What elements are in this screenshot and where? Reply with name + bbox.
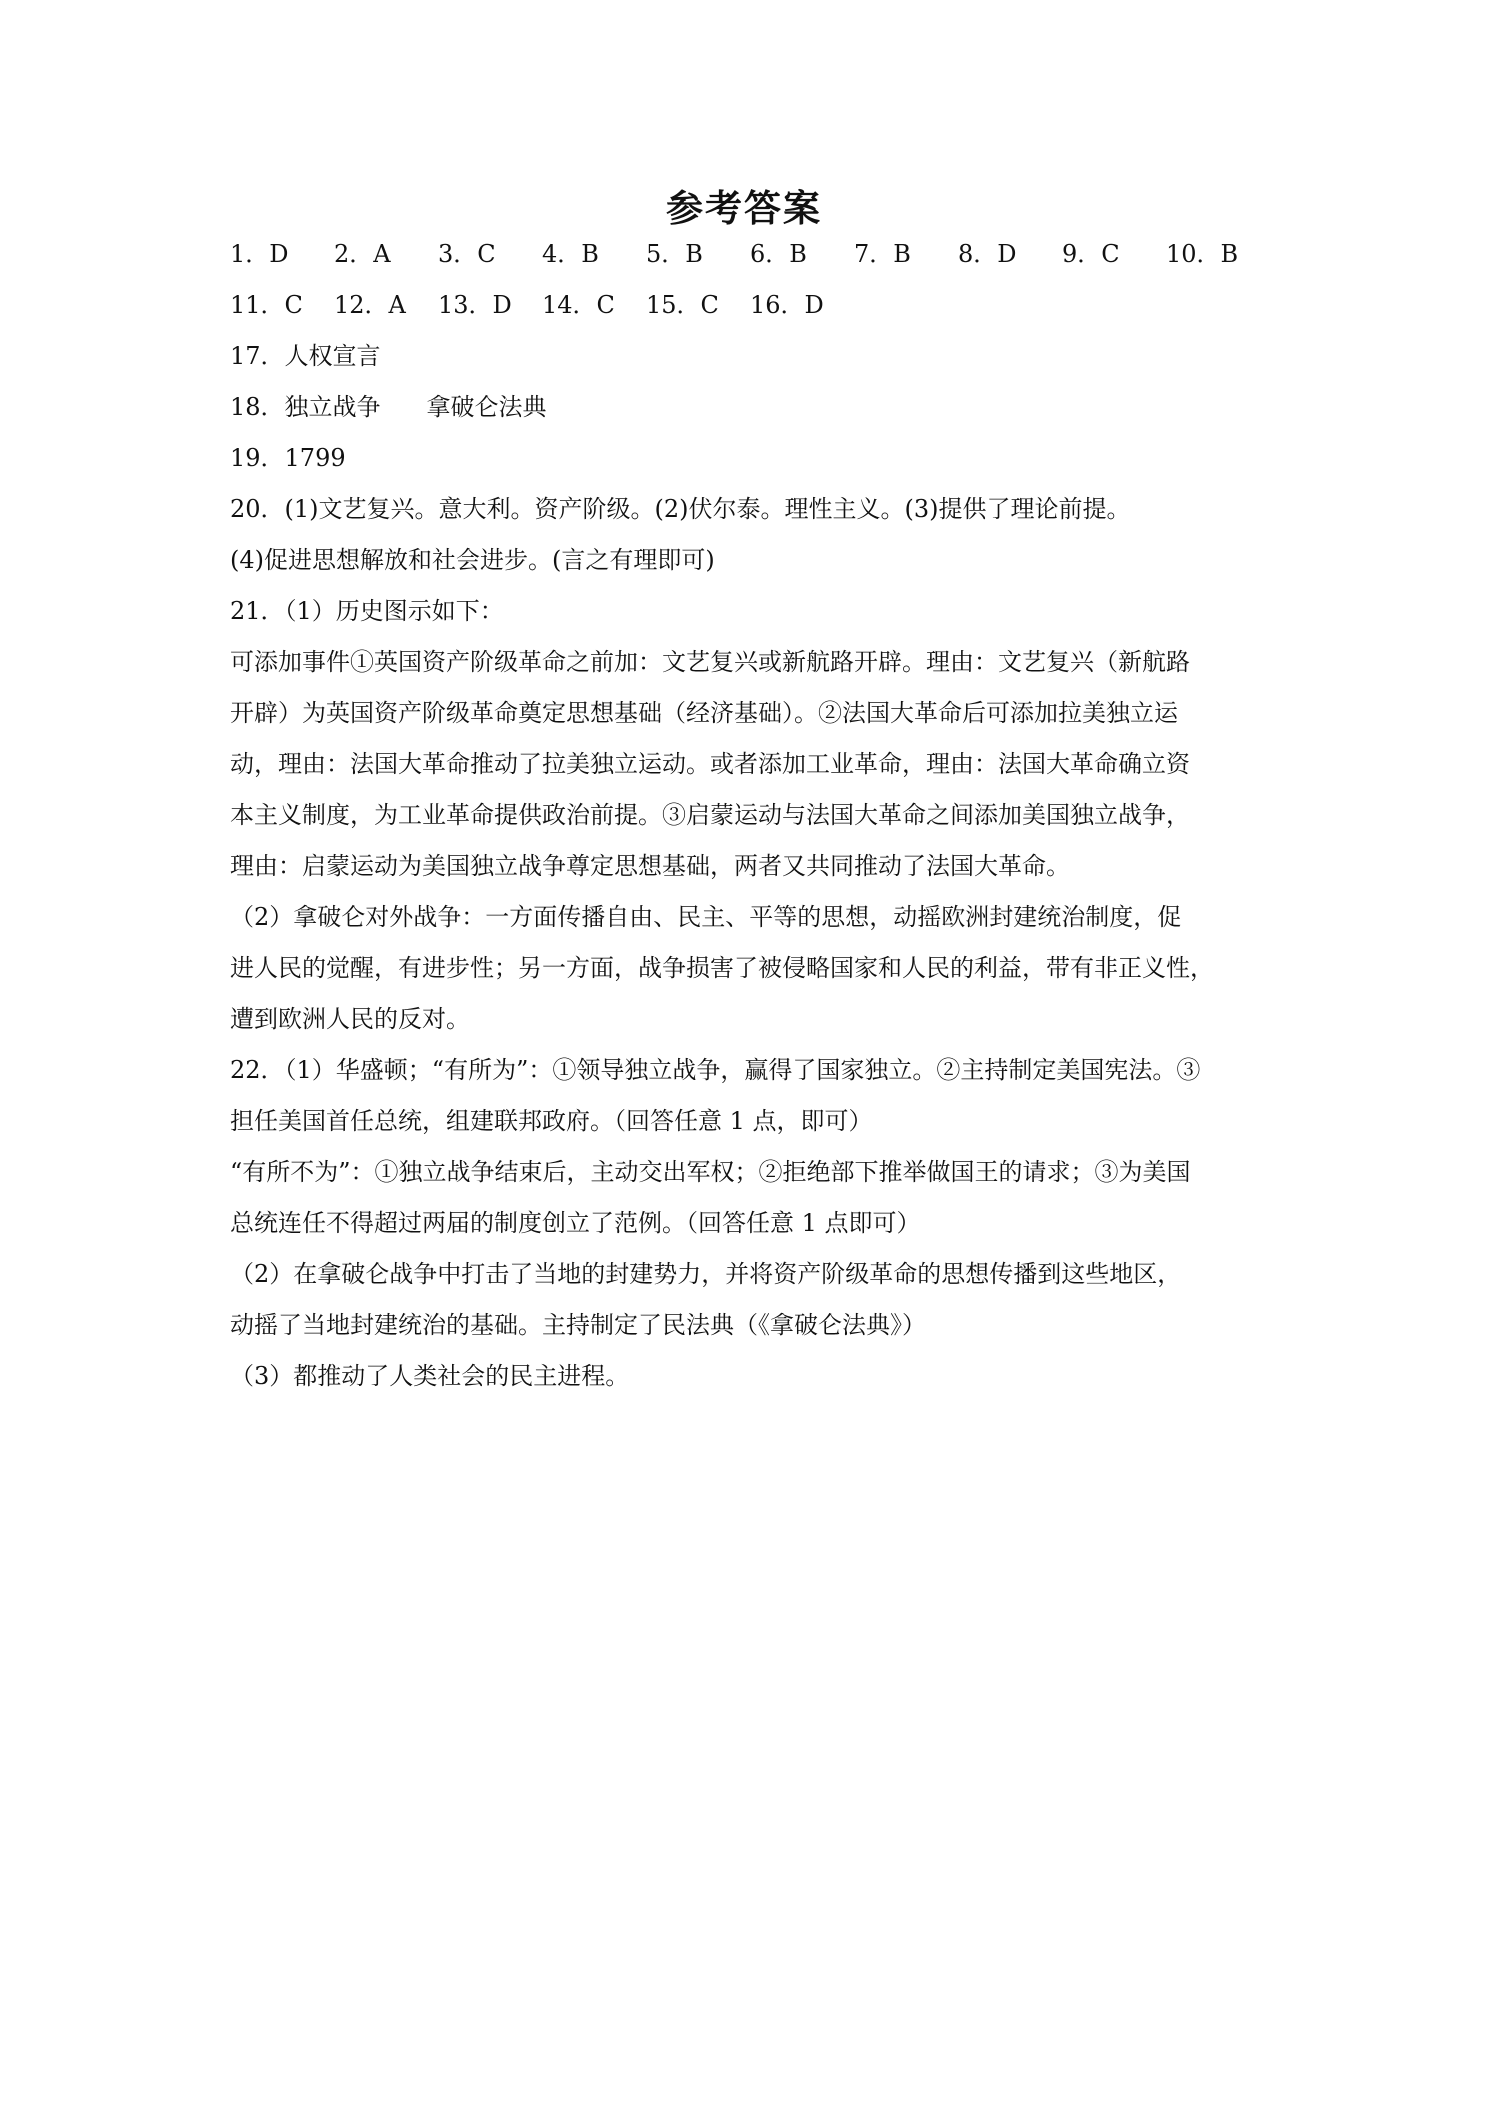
- mc-answer: 10．B: [1166, 240, 1239, 268]
- mc-answer: 3．C: [438, 240, 496, 268]
- text-line: （2）在拿破仑战争中打击了当地的封建势力，并将资产阶级革命的思想传播到这些地区，: [230, 1260, 1182, 1288]
- answer-19: 19．1799: [230, 444, 346, 472]
- mc-answer: 7．B: [854, 240, 911, 268]
- answer-21-part-1: [230, 637, 1270, 892]
- text-line: 担任美国首任总统，组建联邦政府。（回答任意 1 点，即可）: [230, 1107, 873, 1135]
- mc-answer: 2．A: [334, 240, 391, 268]
- mc-answer: 15．C: [646, 291, 719, 319]
- mc-answers-row-1: [230, 229, 1270, 280]
- mc-answers-row-2: [230, 280, 1270, 331]
- mc-answer: 14．C: [542, 291, 615, 319]
- text-line: 可添加事件①英国资产阶级革命之前加：文艺复兴或新航路开辟。理由：文艺复兴（新航路: [230, 648, 1190, 676]
- mc-answer: 1．D: [230, 240, 289, 268]
- answer-17: 17．人权宣言: [230, 342, 381, 370]
- answer-20-line-2: (4)促进思想解放和社会进步。(言之有理即可): [230, 546, 715, 574]
- text-line: 动摇了当地封建统治的基础。主持制定了民法典（《拿破仑法典》）: [230, 1311, 926, 1339]
- mc-answer: 5．B: [646, 240, 703, 268]
- page-title: 参考答案: [666, 187, 822, 230]
- answer-18-part-2: 拿破仑法典: [426, 393, 547, 421]
- mc-answer: 12．A: [334, 291, 406, 319]
- text-line: 开辟）为英国资产阶级革命奠定思想基础（经济基础）。②法国大革命后可添加拉美独立运: [230, 699, 1178, 727]
- text-line: 22．（1）华盛顿；“有所为”：①领导独立战争，赢得了国家独立。②主持制定美国宪法。③: [230, 1056, 1201, 1084]
- answer-22-part-1: [230, 1045, 1270, 1147]
- text-line: “有所不为”：①独立战争结束后，主动交出军权；②拒绝部下推举做国王的请求；③为美国: [230, 1158, 1191, 1186]
- text-line: （2）拿破仑对外战争：一方面传播自由、民主、平等的思想，动摇欧洲封建统治制度，促: [230, 903, 1182, 931]
- mc-answer: 9．C: [1062, 240, 1120, 268]
- text-line: 本主义制度，为工业革命提供政治前提。③启蒙运动与法国大革命之间添加美国独立战争，: [230, 801, 1190, 829]
- mc-answer: 4．B: [542, 240, 599, 268]
- text-line: 动，理由：法国大革命推动了拉美独立运动。或者添加工业革命，理由：法国大革命确立资: [230, 750, 1190, 778]
- answer-21-part-2: [230, 892, 1270, 1045]
- answer-body: [230, 229, 1270, 1402]
- answer-20-line-1: 20．(1)文艺复兴。意大利。资产阶级。(2)伏尔泰。理性主义。(3)提供了理论前提。: [230, 495, 1131, 523]
- text-line: 总统连任不得超过两届的制度创立了范例。（回答任意 1 点即可）: [230, 1209, 921, 1237]
- answer-21-heading: 21．（1）历史图示如下：: [230, 597, 504, 625]
- answer-18: [230, 382, 1270, 433]
- mc-answer: 6．B: [750, 240, 807, 268]
- text-line: 进人民的觉醒，有进步性；另一方面，战争损害了被侵略国家和人民的利益，带有非正义性，: [230, 954, 1214, 982]
- mc-answer: 11．C: [230, 291, 303, 319]
- text-line: 理由：启蒙运动为美国独立战争尊定思想基础，两者又共同推动了法国大革命。: [230, 852, 1070, 880]
- mc-answer: 16．D: [750, 291, 824, 319]
- answer-18-part-1: 18．独立战争: [230, 393, 381, 421]
- text-line: 遭到欧洲人民的反对。: [230, 1005, 470, 1033]
- answer-22-part-1-cont: [230, 1147, 1270, 1249]
- mc-answer: 8．D: [958, 240, 1017, 268]
- mc-answer: 13．D: [438, 291, 512, 319]
- answer-22-part-3: （3）都推动了人类社会的民主进程。: [230, 1362, 630, 1390]
- answer-22-part-2: [230, 1249, 1270, 1351]
